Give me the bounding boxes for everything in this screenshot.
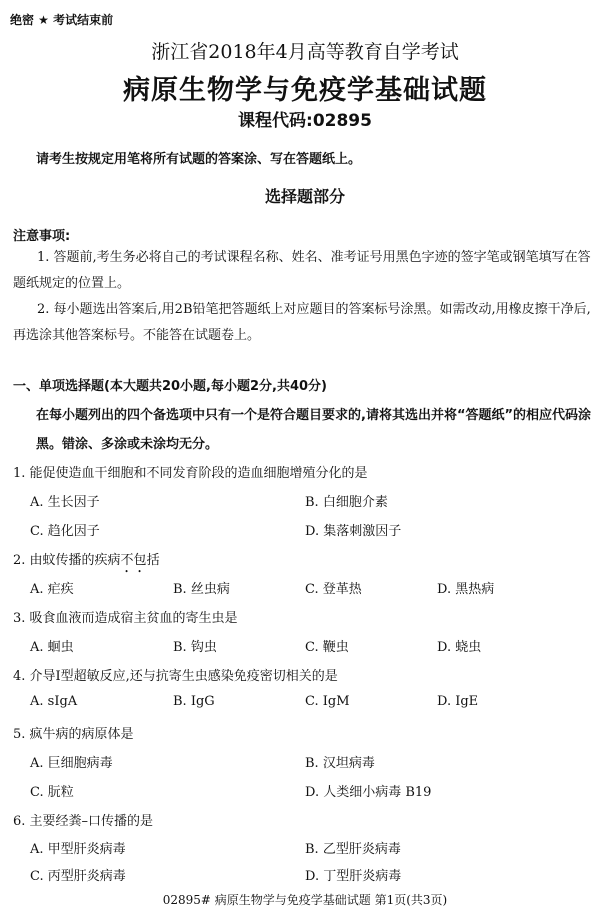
secret-mark: 绝密 ★ 考试结束前 <box>10 13 114 27</box>
exam-title: 浙江省2018年4月高等教育自学考试 <box>151 41 459 63</box>
question-1-option-d: D. 集落刺激因子 <box>305 524 402 539</box>
answer-instruction: 请考生按规定用笔将所有试题的答案涂、写在答题纸上。 <box>36 152 362 167</box>
question-3-stem: 3. 吸食血液而造成宿主贫血的寄生虫是 <box>13 611 238 626</box>
question-3-option-a: A. 蛔虫 <box>30 640 74 655</box>
part1-heading: 一、单项选择题(本大题共20小题,每小题2分,共40分) <box>13 379 327 394</box>
subject-title: 病原生物学与免疫学基础试题 <box>123 75 487 106</box>
question-6-option-b: B. 乙型肝炎病毒 <box>305 842 401 857</box>
question-2-option-b: B. 丝虫病 <box>173 582 230 597</box>
question-5-option-a: A. 巨细胞病毒 <box>30 756 113 771</box>
part1-description: 在每小题列出的四个备选项中只有一个是符合题目要求的,请将其选出并将“答题纸”的相应代码涂黑。错涂、多涂或未涂均无分。 <box>36 408 592 452</box>
question-4-option-c: C. IgM <box>305 694 350 709</box>
question-2-stem-emphasis: 不包 <box>120 553 147 568</box>
question-1-option-a: A. 生长因子 <box>30 495 100 510</box>
note-2: 2. 每小题选出答案后,用2B铅笔把答题纸上对应题目的答案标号涂黑。如需改动,用橡皮擦干净后,再选涂其他答案标号。不能答在试题卷上。 <box>13 302 591 343</box>
question-6-stem: 6. 主要经粪–口传播的是 <box>13 814 154 829</box>
notes-heading: 注意事项: <box>13 229 71 244</box>
question-2-option-d: D. 黑热病 <box>437 582 495 597</box>
question-1-stem: 1. 能促使造血干细胞和不同发育阶段的造血细胞增殖分化的是 <box>13 466 368 481</box>
page-footer: 02895# 病原生物学与免疫学基础试题 第1页(共3页) <box>162 893 448 907</box>
note-1: 1. 答题前,考生务必将自己的考试课程名称、姓名、准考证号用黑色字迹的签字笔或钢笔填写在答题纸规定的位置上。 <box>13 250 591 291</box>
question-5-option-b: B. 汉坦病毒 <box>305 756 375 771</box>
question-6-option-c: C. 丙型肝炎病毒 <box>30 869 126 884</box>
question-1-option-c: C. 趋化因子 <box>30 524 100 539</box>
question-4-option-a: A. sIgA <box>30 694 78 709</box>
question-3-option-b: B. 钩虫 <box>173 640 217 655</box>
question-5-stem: 5. 疯牛病的病原体是 <box>13 727 134 742</box>
question-2-option-c: C. 登革热 <box>305 582 362 597</box>
question-2-stem-suffix: 括 <box>146 553 160 568</box>
question-2-stem <box>13 549 160 576</box>
section-title: 选择题部分 <box>264 187 345 206</box>
question-4-option-b: B. IgG <box>173 694 215 709</box>
question-4-stem: 4. 介导Ⅰ型超敏反应,还与抗寄生虫感染免疫密切相关的是 <box>13 669 338 684</box>
question-1-option-b: B. 白细胞介素 <box>305 495 388 510</box>
question-4-option-d: D. IgE <box>437 694 479 709</box>
course-code: 课程代码:02895 <box>238 111 372 131</box>
question-5-option-c: C. 朊粒 <box>30 785 74 800</box>
question-6-option-d: D. 丁型肝炎病毒 <box>305 869 402 884</box>
question-6-option-a: A. 甲型肝炎病毒 <box>30 842 126 857</box>
question-5-option-d: D. 人类细小病毒 B19 <box>305 785 432 800</box>
question-2-stem-prefix: 2. 由蚊传播的疾病 <box>13 553 121 568</box>
question-2-option-a: A. 疟疾 <box>30 582 74 597</box>
question-3-option-c: C. 鞭虫 <box>305 640 349 655</box>
question-3-option-d: D. 蛲虫 <box>437 640 482 655</box>
